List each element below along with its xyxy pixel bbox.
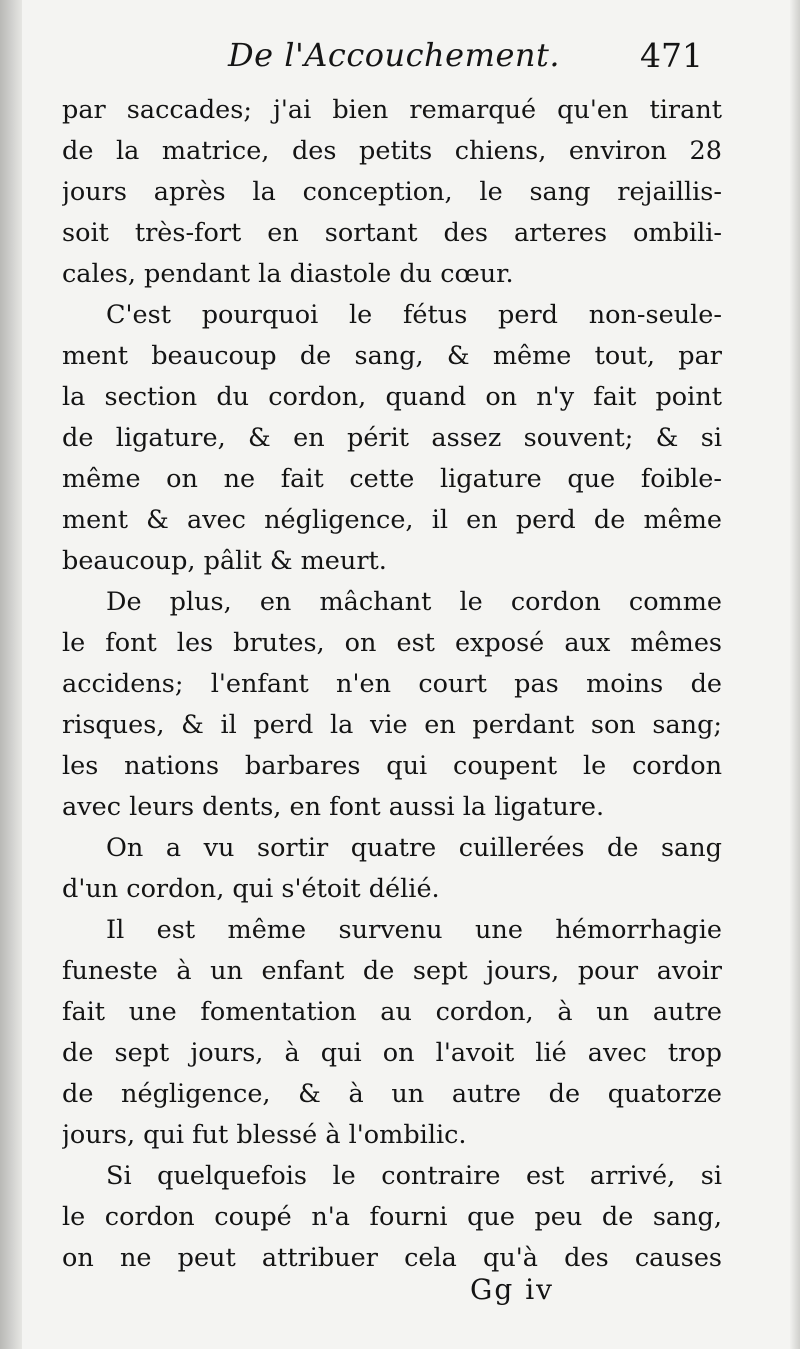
text-line: funeste à un enfant de sept jours, pour avoir (62, 956, 722, 986)
body-text (62, 90, 722, 1279)
page-left-shadow (0, 0, 22, 1349)
text-line: jours après la conception, le sang rejaillis- (62, 177, 722, 207)
text-line: avec leurs dents, en font aussi la ligature. (62, 792, 605, 822)
page-number: 471 (640, 36, 703, 75)
signature-mark: Gg iv (470, 1273, 554, 1306)
page-header (0, 36, 800, 86)
text-line: fait une fomentation au cordon, à un autre (62, 997, 722, 1027)
page-right-edge (790, 0, 800, 1349)
text-line: beaucoup, pâlit & meurt. (62, 546, 387, 576)
text-line: le cordon coupé n'a fourni que peu de sang, (62, 1202, 722, 1232)
text-line: Il est même survenu une hémorrhagie (106, 915, 722, 945)
running-title: De l'Accouchement. (228, 36, 561, 74)
text-line: d'un cordon, qui s'étoit délié. (62, 874, 440, 904)
text-line: de négligence, & à un autre de quatorze (62, 1079, 722, 1109)
text-line: accidens; l'enfant n'en court pas moins de (62, 669, 722, 699)
text-line: ment beaucoup de sang, & même tout, par (62, 341, 722, 371)
text-line: soit très-fort en sortant des arteres ombili- (62, 218, 722, 248)
text-line: les nations barbares qui coupent le cordon (62, 751, 722, 781)
text-line: ment & avec négligence, il en perd de même (62, 505, 722, 535)
text-line: On a vu sortir quatre cuillerées de sang (106, 833, 722, 863)
text-line: la section du cordon, quand on n'y fait point (62, 382, 722, 412)
text-line: De plus, en mâchant le cordon comme (106, 587, 722, 617)
text-line: le font les brutes, on est exposé aux mêmes (62, 628, 722, 658)
text-line: de ligature, & en périt assez souvent; & si (62, 423, 722, 453)
text-line: on ne peut attribuer cela qu'à des causes (62, 1243, 722, 1273)
text-line: de sept jours, à qui on l'avoit lié avec trop (62, 1038, 722, 1068)
text-line: jours, qui fut blessé à l'ombilic. (62, 1120, 467, 1150)
text-line: C'est pourquoi le fétus perd non-seule- (106, 300, 722, 330)
text-line: de la matrice, des petits chiens, environ 28 (62, 136, 722, 166)
text-line: même on ne fait cette ligature que foible- (62, 464, 722, 494)
text-line: cales, pendant la diastole du cœur. (62, 259, 514, 289)
text-line: risques, & il perd la vie en perdant son sang; (62, 710, 722, 740)
text-line: Si quelquefois le contraire est arrivé, si (106, 1161, 722, 1191)
text-line: par saccades; j'ai bien remarqué qu'en tirant (62, 95, 722, 125)
